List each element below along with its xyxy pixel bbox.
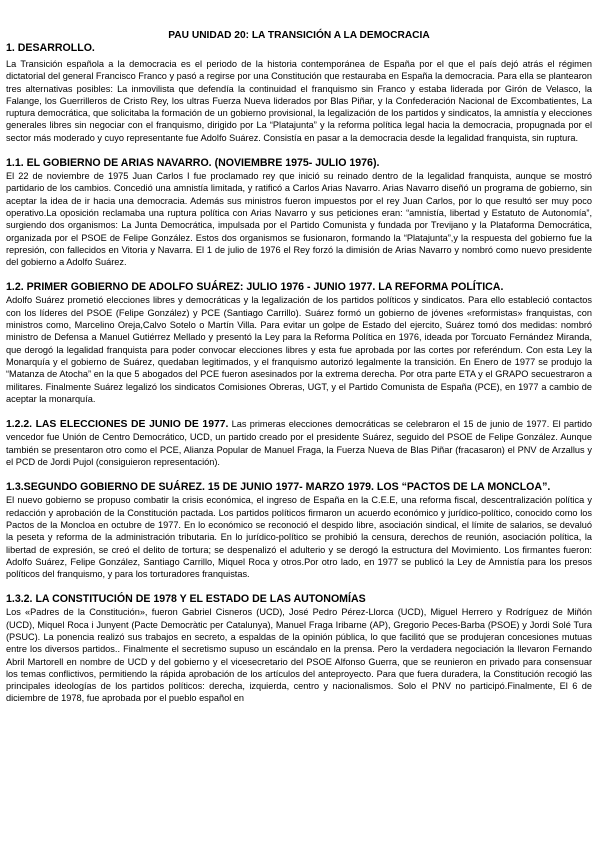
section-body: El 22 de noviembre de 1975 Juan Carlos I fue proclamado rey que inició su reinado dentro de la legalidad franquista, aunque se mostró partidario de los cambios. Concedió una amnistía limitada, y ratificó a Carlos Arias Navarro. Arias Navarro diseñó un programa de gobierno, sin aceptar la idea de ir hacia una democracia. Además sus ministros fueron impuestos por el rey Juan Carlos, por lo que resultó ser muy poco operativo.La oposición reclamaba una ruptura política con Arias Navarro y sus peticiones eran: “amnistía, libertad y Estatuto de Autonomía”, surgiendo dos organismos: La Junta Democrática, impulsada por el Partido Comunista y fundada por Trevijano y la Plataforma Democrática, organizada por el PSOE de Felipe González. Estos dos organismos se fusionaron, formando la “Platajunta”,y la respuesta del gobierno fue la represión, con fallecidos en Vitoria y Navarra. El 1 de julio de 1976 el Rey forzó la dimisión de Arias Navarro y nombró como nuevo presidente del gobierno a Adolfo Suárez.: [6, 171, 592, 268]
section-heading: 1.2.2. LAS ELECCIONES DE JUNIO DE 1977.: [6, 419, 229, 431]
section-desarrollo: [6, 42, 592, 144]
section-heading: 1. DESARROLLO.: [6, 42, 95, 54]
section-body: Adolfo Suárez prometió elecciones libres y democráticas y la legalización de los partidos políticos y sindicatos. Para ello estableció contactos con los líderes del PSOE (Felipe González) y PCE (Santiago Carrillo). Suárez formó un gobierno de jóvenes «reformistas» franquistas, con ministros como, Marcelino Oreja,Calvo Sotelo o Martín Villa. Para evitar un golpe de Estado del ejercito, Suárez tomó dos medidas: nombró ministro de Defensa a Manuel Gutiérrez Mellado y presentó la Ley para la Reforma Política en 1976, ideada por Torcuato Fernández Miranda, que derogó la legalidad franquista para poder convocar elecciones libres y esta fue aprobada por las cortes por referéndum. Con esta Ley la Monarquía y el gobierno de Suárez, quedaban legitimados, y el franquismo autorizó legalmente la transición. En Enero de 1977 se produjo la “Matanza de Atocha” en la que 5 abogados del PCE fueron asesinados por la extrema derecha. Por otra parte ETA y el GRAPO secuestraron a militares. Finalmente Suárez legalizó los sindicatos Comisiones Obreras, UGT, y el Partido Comunista de España (PCE), en 1977 a cambio de aceptar la monarquía.: [6, 295, 592, 404]
section-heading: 1.3.SEGUNDO GOBIERNO DE SUÁREZ. 15 DE JUNIO 1977- MARZO 1979. LOS “PACTOS DE LA MONCLOA”.: [6, 481, 551, 494]
document-title: PAU UNIDAD 20: LA TRANSICIÓN A LA DEMOCRACIA: [168, 30, 430, 41]
section-body: La Transición española a la democracia es el periodo de la historia contemporánea de España por el que el país dejó atrás el régimen dictatorial del general Francisco Franco y pasó a regirse por una Constitución que restauraba en España la democracia. Para ella se plantearon tres alternativas posibles: La inmovilista que defendía la continuidad el franquismo sin Franco y estaba liderada por Girón de Velasco, la Falange, los Guerrilleros de Cristo Rey, los ultras Fuerza Nueva liderados por Blas Piñar, y la Confederación Nacional de Excombatientes, La ruptura democrática, que solicitaba la formación de un gobierno provisional, la legalización de los partidos y sindicatos, la amnistía y elecciones generales libres sin negociar con el franquismo, dirigido por La “Platajunta” y la reforma política legal hacia la democracia, propugnada por el sector más moderado y cuyo representante fue Adolfo Suárez. Consistía en pasar a la democracia desde la legalidad franquista, sin ruptura.: [6, 59, 592, 143]
section-heading: 1.3.2. LA CONSTITUCIÓN DE 1978 Y EL ESTADO DE LAS AUTONOMÍAS: [6, 593, 366, 606]
section-heading: 1.1. EL GOBIERNO DE ARIAS NAVARRO. (NOVIEMBRE 1975- JULIO 1976).: [6, 157, 380, 170]
section-body: Las primeras elecciones democráticas se celebraron el 15 de junio de 1977. El partido vencedor fue Unión de Centro Democrático, UCD, un partido creado por el presidente Suárez, seguido del PSOE de Felipe González. Aunque también se presentaron otro como el PCE, Alianza Popular de Manuel Fraga, la Fuerza Nueva de Blas Piñar (fracasaron) el PNV de Arzallus y el PCD de Jordi Pujol (consiguieron representación).: [6, 419, 593, 468]
section-heading: 1.2. PRIMER GOBIERNO DE ADOLFO SUÁREZ: JULIO 1976 - JUNIO 1977. LA REFORMA POLÍTICA.: [6, 281, 504, 294]
section-paragraph: [6, 418, 592, 468]
section-body: Los «Padres de la Constitución», fueron Gabriel Cisneros (UCD), José Pedro Pérez-Llorca (UCD), Miguel Herrero y Rodríguez de Miñón (UCD), Miquel Roca i Junyent (Pacte Democràtic per Catalunya), Manuel Fraga Iribarne (AP), Gregorio Peces-Barba (PSOE) y Jordi Solé Tura (PSUC). La ponencia realizó sus trabajos en secreto, a espaldas de la opinión pública, lo que facilitó que se produjeran concesiones mutuas entre los diversos partidos.. Finalmente el secretismo supuso un escándalo en la prensa. Pero la verdadera negociación la llevaron Fernando Abril Martorell en nombre de UCD y del gobierno y el vicesecretario del PSOE Alfonso Guerra, que se reunieron en privado para consensuar los temas conflictivos, permitiendo la rápida aprobación de los artículos del anteproyecto. Para que fuera duradera, la Constitución recogió las principales ideologías de los partidos políticos: derecha, izquierda, centro y nacionalismos. Solo el PNV no participó.Finalmente, El 6 de diciembre de 1978, fue aprobada por el pueblo español en: [6, 607, 592, 704]
section-arias-navarro: [6, 157, 592, 268]
section-segundo-gobierno-suarez: [6, 481, 592, 580]
section-primer-gobierno-suarez: [6, 281, 592, 405]
section-body: El nuevo gobierno se propuso combatir la crisis económica, el ingreso de España en la C.E.E, una reforma fiscal, descentralización política y redacción y aprobación de la Constitución pactada. Los partidos políticos firmaron un acuerdo económico y jurídico-político, conocido como los Pactos de la Moncloa en octubre de 1977. En lo económico se reconoció el despido libre, asociación sindical, el límite de salarios, se devaluó la peseta y reforma de la administración tributaria. En lo jurídico-político se prohibió la censura, derechos de reunión, asociación política, la libertad de expresión, se creó el delito de tortura; se despenalizó el adulterio y se derogó la estructura del Movimiento. Los firmantes fueron: Adolfo Suárez, Felipe González, Santiago Carrillo, Miquel Roca y otros.Por otro lado, en 1977 se publicó la Ley de Amnistía para los presos políticos del franquismo, y para los torturadores franquistas.: [6, 495, 592, 580]
section-constitucion-1978: [6, 593, 592, 704]
section-elecciones-1977: [6, 418, 592, 468]
